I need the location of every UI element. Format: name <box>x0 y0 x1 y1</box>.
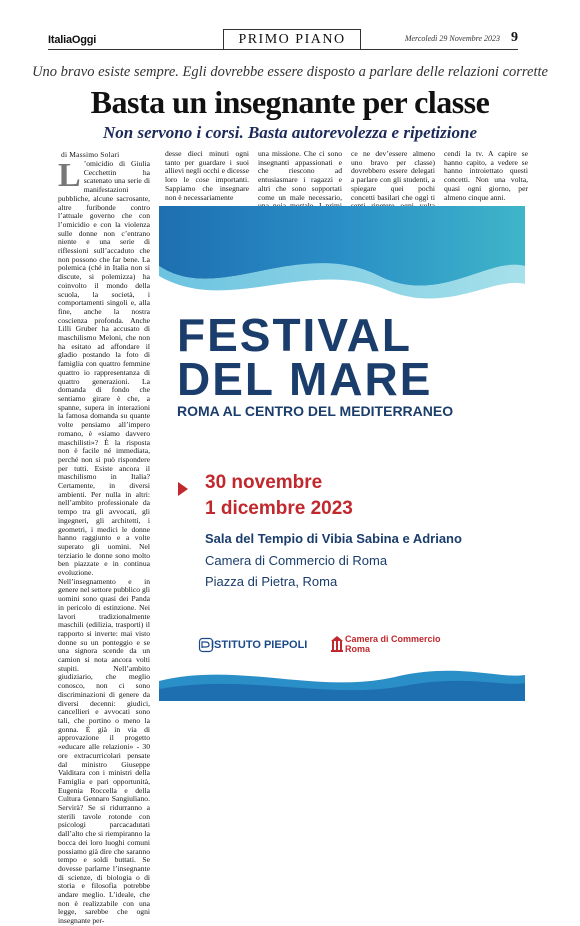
drop-cap: L <box>58 157 81 194</box>
bottom-wave-graphic <box>159 661 525 701</box>
article-subtitle: Non servono i corsi. Basta autorevolezza e ripetizione <box>102 123 477 142</box>
play-arrow-icon <box>178 482 188 496</box>
festival-venue-address: Piazza di Pietra, Roma <box>205 574 338 589</box>
newspaper-logo: ItaliaOggi <box>48 34 97 46</box>
article-column-3: una missione. Che ci sono insegnanti appassionati e che riescono ad entusiasmare i ragazzi e altri che sono sopportati come un male necessario, <box>258 149 342 202</box>
festival-venue: Sala del Tempio di Vibia Sabina e Adriano <box>205 531 462 546</box>
chamber-of-commerce-logo-icon <box>331 636 343 654</box>
chamber-logo-line-2: Roma <box>345 644 371 654</box>
article-column-5: cendi la tv. A capire se hanno capito, a vedere se hanno introiettato questi concetti. Non una volta, quasi ogni giorno, per almeno cinque anni. <box>444 149 528 202</box>
piepoli-logo-text: ISTITUTO PIEPOLI <box>211 639 308 651</box>
section-label: PRIMO PIANO <box>223 29 361 50</box>
sea-wave-graphic <box>159 206 525 318</box>
article-title: Basta un insegnante per classe <box>90 84 490 120</box>
article-column-2: desse dieci minuti ogni tanto per guardare i suoi allievi negli occhi e dicesse loro le cose importanti. Sappiamo che insegnare non è necessariamente <box>165 149 249 202</box>
chamber-logo-line-1: Camera di Commercio <box>345 634 441 644</box>
festival-date-end: 1 dicembre 2023 <box>205 498 353 519</box>
chamber-of-commerce-logo-text <box>345 634 441 654</box>
festival-title-line-1: FESTIVAL <box>177 309 412 361</box>
page-number: 9 <box>511 30 518 45</box>
column-1-text: ’omicidio di Giulia Cecchettin ha scatenato una serie di manifestazioni pubbliche, alcune sacrosante, altre furibonde contro l’attuale governo che con l’omicidio e con la violenza sulle donne non c’entrano niente e una serie di riflessioni sull’accaduto che non possono che far bene. La polemica (ché in Italia non si discute, si polemizza) ha coinvolto il mondo della scuola, la società, i comportamenti singoli e, alla fine, anche la nostra coscienza profonda. Anche Lilli Gruber ha accusato di maschilismo Meloni, che non ha esitato ad affondare il gladio postando la foto di famiglia con quattro femmine quattro io rappresentanza di quattro generazioni. La domanda di fondo che sentiamo girare è che, a spanne, supera in interazioni la famosa domanda su quante volte pensiamo all’impero romano, è «siamo davvero maschilisti»? È la risposta non è facile né immediata, perché non si può rispondere per tutti. Esiste ancora il maschilismo in Italia? Certamente, in diversi ambienti. Per nulla in altri: nell’ambito professionale da tempo tra gli avvocati, gli ingegneri, gli architetti, i geometri, i medici le donne hanno raggiunto e a volte superato gli uomini. Nel terziario le donne sono molto ben piazzate e in continua evoluzione. Nell’insegnamento e in genere nel settore pubblico gli uomini sono quasi dei Panda in pericolo di estinzione. Nei lavori tradizionalmente maschili (edilizia, trasporti) il rapporto si inverte: mai visto donne su un ponteggio e se una signora scende da un camion si nota ancora volti stupiti. Nell’ambito giudiziario, che meglio conosco, non ci sono discriminazioni di genere da diversi decenni: giudici, cancellieri e avvocati sono tali, che portino o meno la gonna. È già in via di approvazione il progetto «educare alle relazioni» - 30 ore extracurricolari pensate dal ministro Giuseppe Valditara con i ministri della Famiglia e pari opportunità, Eugenia Roccella e della Cultura Gennaro Sangiuliano. Servirà? Se si ridurranno a sterili tavole rotonde con psicologi parcacadutati dall’alto che si riempiranno la bocca dei loro luoghi comuni possiamo già dire che saranno tempo e soldi buttati. Se dovesse parlarne l’insegnante di scienze, di biologia o di storia e filosofia potrebbe andare meglio. L’ideale, che non è realizzabile con una legge, sarebbe che ogni insegnante per- <box>58 159 150 926</box>
festival-venue-host: Camera di Commercio di Roma <box>205 553 388 568</box>
festival-tagline: ROMA AL CENTRO DEL MEDITERRANEO <box>177 403 454 419</box>
article-column-1 <box>58 157 150 926</box>
page-header <box>48 28 518 56</box>
article-kicker: Uno bravo esiste sempre. Egli dovrebbe essere disposto a parlare delle relazioni corrette <box>32 64 548 80</box>
festival-date-start: 30 novembre <box>205 472 323 493</box>
article-author: di Massimo Solari <box>61 150 120 159</box>
issue-date: Mercoledì 29 Novembre 2023 <box>404 34 500 43</box>
article-column-4: ce ne dev’essere almeno uno bravo per classe) dovrebbero essere delegati a parlare con gli studenti, a spiegare quei pochi concetti basilari che oggi ti <box>351 149 435 202</box>
festival-title-line-2: DEL MARE <box>177 353 433 405</box>
festival-advertisement <box>159 206 525 701</box>
